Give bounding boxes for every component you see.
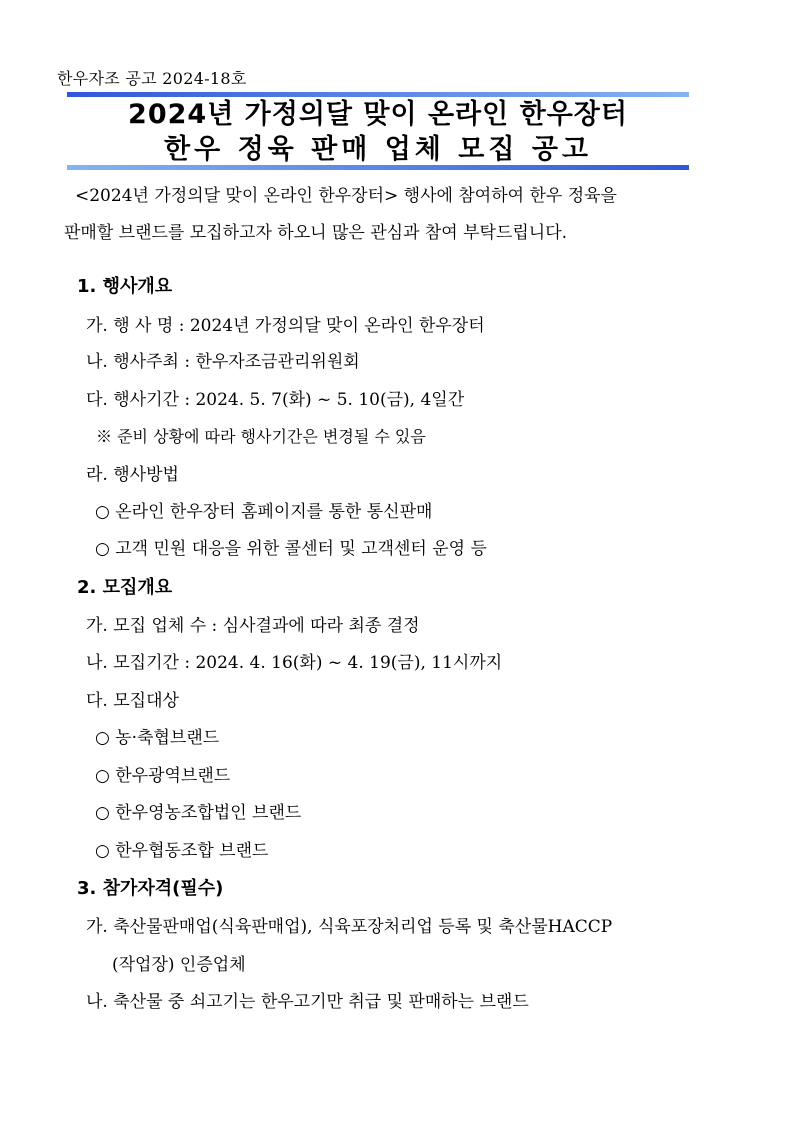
section-1-heading: 1. 행사개요 (77, 276, 173, 297)
section-1-bullet: ○ 고객 민원 대응을 위한 콜센터 및 고객센터 운영 등 (95, 539, 487, 559)
section-1-item: 라. 행사방법 (86, 465, 179, 485)
section-2-item: 나. 모집기간 : 2024. 4. 16(화) ~ 4. 19(금), 11시까지 (86, 653, 503, 673)
title-top-rule (67, 92, 689, 97)
section-1-item: 다. 행사기간 : 2024. 5. 7(화) ~ 5. 10(금), 4일간 (86, 390, 465, 410)
section-2-bullet: ○ 한우광역브랜드 (95, 766, 231, 786)
title-line-2: 한우 정육 판매 업체 모집 공고 (164, 134, 592, 165)
section-3-heading: 3. 참가자격(필수) (77, 878, 224, 899)
section-2-bullet: ○ 한우협동조합 브랜드 (95, 841, 269, 861)
section-1-item: 나. 행사주최 : 한우자조금관리위원회 (86, 352, 360, 372)
intro-line-1: <2024년 가정의달 맞이 온라인 한우장터> 행사에 참여하여 한우 정육을 (75, 186, 617, 206)
section-3-item-continuation: (작업장) 인증업체 (112, 955, 246, 975)
section-2-bullet: ○ 한우영농조합법인 브랜드 (95, 803, 302, 823)
section-3-item: 가. 축산물판매업(식육판매업), 식육포장처리업 등록 및 축산물HACCP (86, 917, 613, 937)
document-number: 한우자조 공고 2024-18호 (57, 69, 247, 88)
section-1-bullet: ○ 온라인 한우장터 홈페이지를 통한 통신판매 (95, 502, 433, 522)
section-3-item: 나. 축산물 중 쇠고기는 한우고기만 취급 및 판매하는 브랜드 (86, 992, 529, 1012)
title-line-1: 2024년 가정의달 맞이 온라인 한우장터 (128, 99, 628, 130)
section-1-note: ※ 준비 상황에 따라 행사기간은 변경될 수 있음 (96, 427, 426, 446)
section-2-item: 다. 모집대상 (86, 691, 179, 711)
intro-line-2: 판매할 브랜드를 모집하고자 하오니 많은 관심과 참여 부탁드립니다. (64, 223, 568, 243)
section-1-item: 가. 행 사 명 : 2024년 가정의달 맞이 온라인 한우장터 (86, 316, 485, 336)
section-2-item: 가. 모집 업체 수 : 심사결과에 따라 최종 결정 (86, 616, 420, 636)
title-bottom-rule (67, 165, 689, 170)
section-2-bullet: ○ 농·축협브랜드 (95, 728, 220, 748)
section-2-heading: 2. 모집개요 (77, 577, 173, 598)
